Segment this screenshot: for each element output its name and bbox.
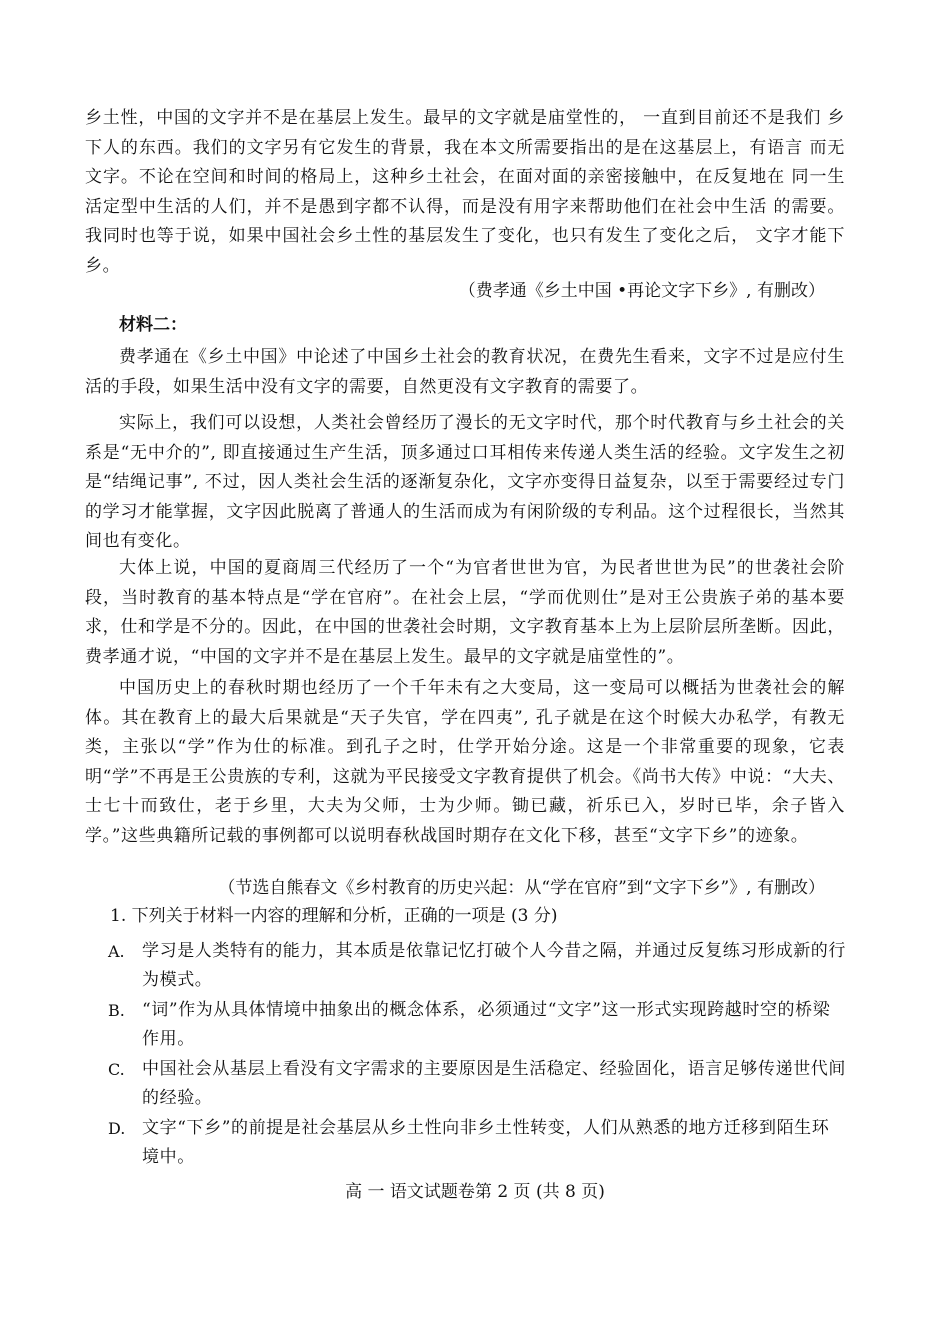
question-1-stem: 1. 下列关于材料一内容的理解和分析，正确的一项是 (3 分) [110, 906, 558, 926]
option-label: D. [108, 1119, 126, 1138]
option-label: C. [108, 1060, 125, 1079]
material-one-source: （费孝通《乡土中国 •再论文字下乡》, 有删改） [458, 281, 825, 301]
material-two-paragraph-1: 费孝通在《乡土中国》中论述了中国乡土社会的教育状况，在费先生看来，文字不过是应付生活的手段，如果生活中没有文字的需要，自然更没有文字教育的需要了。 [85, 347, 845, 397]
material-two-paragraph-2: 实际上，我们可以设想，人类社会曾经历了漫长的无文字时代，那个时代教育与乡土社会的关系是“无中介的”, 即直接通过生产生活，顶多通过口耳相传来传递人类生活的经验。文字发生之初是“结绳记事”, 不过，因人类社会生活的逐渐复杂化，文字亦变得日益复杂，以至于需要经过专门的学习才能掌握，文字因此脱离了普通人的生活而成为有闲阶级的专利品。这个过程很长，当然其间也有变化。 [85, 413, 845, 551]
option-label: A. [108, 942, 125, 961]
option-text: “词”作为从具体情境中抽象出的概念体系，必须通过“文字”这一形式实现跨越时空的桥梁作用。 [142, 1000, 831, 1049]
material-one-tail-paragraph: 乡土性，中国的文字并不是在基层上发生。最早的文字就是庙堂性的， 一直到目前还不是我们 乡下人的东西。我们的文字另有它发生的背景，我在本文所需要指出的是在这基层上，有语言 而无文字。不论在空间和时间的格局上，这种乡土社会，在面对面的亲密接触中，在反复地在 同一生活定型中生活的人们，并不是愚到字都不认得，而是没有用字来帮助他们在社会中生活 的需要。我同时也等于说，如果中国社会乡土性的基层发生了变化，也只有发生了变化之后， 文字才能下乡。 [85, 108, 845, 276]
material-two-source: （节选自熊春文《乡村教育的历史兴起：从“学在官府”到“文字下乡”》, 有删改） [218, 878, 825, 898]
material-two-paragraph-3: 大体上说，中国的夏商周三代经历了一个“为官者世世为官，为民者世世为民”的世袭社会阶段，当时教育的基本特点是“学在官府”。在社会上层，“学而优则仕”是对王公贵族子弟的基本要求，仕和学是不分的。因此，在中国的世袭社会时期，文字教育基本上为上层阶层所垄断。因此，费孝通才说，“中国的文字并不是在基层上发生。最早的文字就是庙堂性的”。 [85, 558, 845, 667]
option-text: 学习是人类特有的能力，其本质是依靠记忆打破个人今昔之隔，并通过反复练习形成新的行为模式。 [142, 941, 846, 990]
page-footer: 高 一 语文试题卷第 2 页 (共 8 页) [345, 1182, 605, 1202]
material-two-paragraph-4: 中国历史上的春秋时期也经历了一个千年未有之大变局，这一变局可以概括为世袭社会的解体。其在教育上的最大后果就是“天子失官，学在四夷”, 孔子就是在这个时候大办私学，有教无类，主张以“学”作为仕的标准。到孔子之时，仕学开始分途。这是一个非常重要的现象，它表明“学”不再是王公贵族的专利，这就为平民接受文字教育提供了机会。《尚书大传》中说：“大夫、士七十而致仕，老于乡里，大夫为父师，士为少师。锄已藏，祈乐已入，岁时已毕，余子皆入学。”这些典籍所记载的事例都可以说明春秋战国时期存在文化下移，甚至“文字下乡”的迹象。 [85, 678, 845, 846]
option-label: B. [108, 1001, 125, 1020]
option-text: 中国社会从基层上看没有文字需求的主要原因是生活稳定、经验固化，语言足够传递世代间的经验。 [142, 1059, 846, 1108]
option-text: 文字“下乡”的前提是社会基层从乡土性向非乡土性转变，人们从熟悉的地方迁移到陌生环境中。 [142, 1118, 830, 1167]
material-two-heading: 材料二： [119, 315, 187, 335]
